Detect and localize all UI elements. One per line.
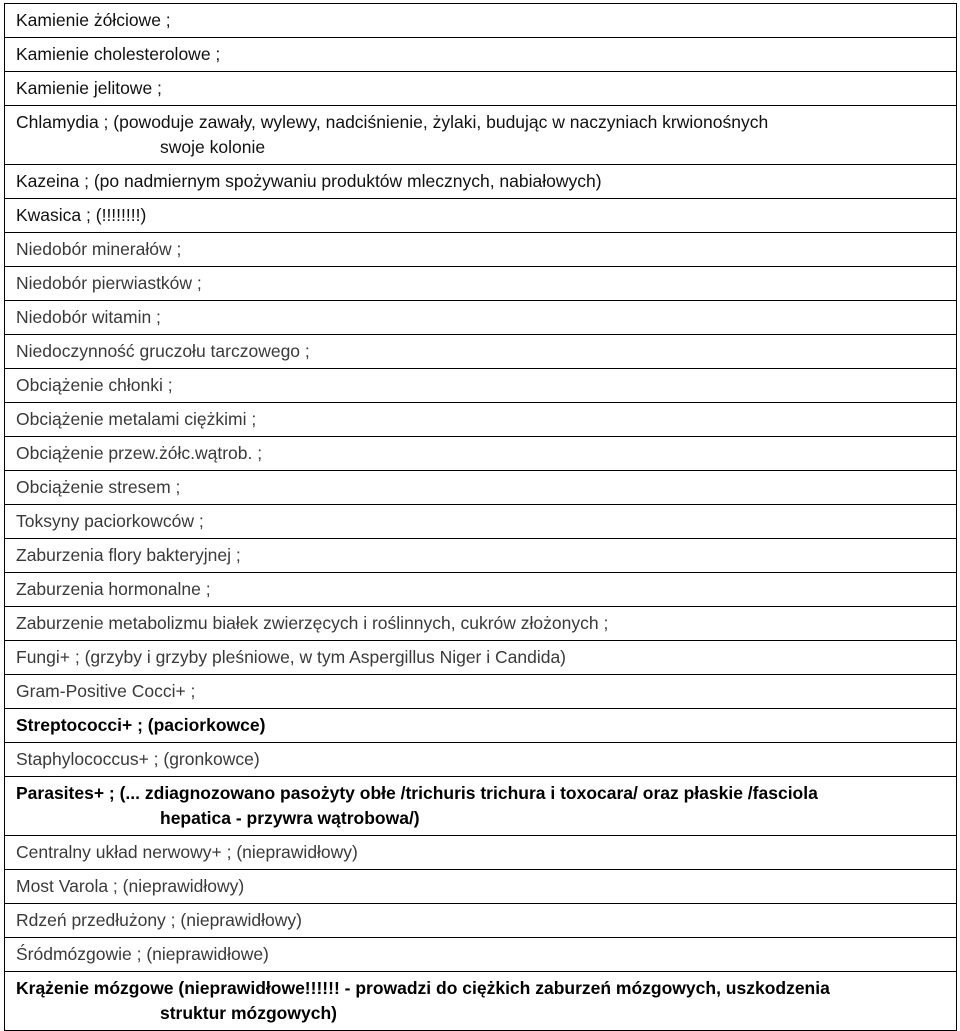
row-text: Chlamydia ; (powoduje zawały, wylewy, nadciśnienie, żylaki, budując w naczyniach krwionośnych: [16, 112, 769, 132]
table-row: [5, 403, 957, 437]
table-row: [5, 675, 957, 709]
table-row: [5, 743, 957, 777]
row-text-continuation: struktur mózgowych): [160, 1003, 337, 1023]
row-text: Most Varola ; (nieprawidłowy): [5, 870, 957, 904]
table-row: [5, 165, 957, 199]
row-text: Toksyny paciorkowców ;: [5, 505, 957, 539]
row-text: Zaburzenie metabolizmu białek zwierzęcych i roślinnych, cukrów złożonych ;: [5, 607, 957, 641]
table-row: [5, 607, 957, 641]
row-text: Obciążenie metalami ciężkimi ;: [5, 403, 957, 437]
table-row: [5, 301, 957, 335]
row-text: Parasites+ ; (... zdiagnozowano pasożyty obłe /trichuris trichura i toxocara/ oraz płaskie /fasciola: [16, 783, 818, 803]
row-text: Kamienie żółciowe ;: [5, 4, 957, 38]
table-row: [5, 471, 957, 505]
row-text: Niedobór pierwiastków ;: [5, 267, 957, 301]
row-text: Fungi+ ; (grzyby i grzyby pleśniowe, w tym Aspergillus Niger i Candida): [5, 641, 957, 675]
table-row: [5, 904, 957, 938]
row-text: Obciążenie stresem ;: [5, 471, 957, 505]
table-row: [5, 38, 957, 72]
table-row: [5, 335, 957, 369]
table-row: [5, 870, 957, 904]
row-text: Niedoczynność gruczołu tarczowego ;: [5, 335, 957, 369]
row-text: Zaburzenia flory bakteryjnej ;: [5, 539, 957, 573]
row-text: Krążenie mózgowe (nieprawidłowe!!!!!! - prowadzi do ciężkich zaburzeń mózgowych, uszkodzenia: [16, 978, 830, 998]
table-row: [5, 836, 957, 870]
table-row: [5, 4, 957, 38]
row-text: Rdzeń przedłużony ; (nieprawidłowy): [5, 904, 957, 938]
table-row: [5, 267, 957, 301]
table-row: [5, 437, 957, 471]
row-text: Gram-Positive Cocci+ ;: [5, 675, 957, 709]
row-text: Śródmózgowie ; (nieprawidłowe): [5, 938, 957, 972]
table-row: [5, 972, 957, 1031]
row-text: Streptococci+ ; (paciorkowce): [5, 709, 957, 743]
row-text-continuation: hepatica - przywra wątrobowa/): [160, 808, 420, 828]
table-row: [5, 777, 957, 836]
table-row: [5, 641, 957, 675]
table-row: [5, 72, 957, 106]
table-row: [5, 199, 957, 233]
row-text: Zaburzenia hormonalne ;: [5, 573, 957, 607]
findings-table: [4, 3, 957, 1031]
row-text: Obciążenie chłonki ;: [5, 369, 957, 403]
row-text: Kamienie jelitowe ;: [5, 72, 957, 106]
row-text: Kamienie cholesterolowe ;: [5, 38, 957, 72]
row-text: Kazeina ; (po nadmiernym spożywaniu produktów mlecznych, nabiałowych): [5, 165, 957, 199]
row-cell: [5, 777, 957, 836]
table-row: [5, 369, 957, 403]
row-cell: [5, 972, 957, 1031]
row-cell: [5, 106, 957, 165]
table-row: [5, 106, 957, 165]
row-text: Niedobór witamin ;: [5, 301, 957, 335]
row-text: Kwasica ; (!!!!!!!!): [5, 199, 957, 233]
row-text: Staphylococcus+ ; (gronkowce): [5, 743, 957, 777]
row-text: Centralny układ nerwowy+ ; (nieprawidłowy): [5, 836, 957, 870]
row-text: Niedobór minerałów ;: [5, 233, 957, 267]
table-row: [5, 505, 957, 539]
table-row: [5, 709, 957, 743]
table-row: [5, 539, 957, 573]
table-row: [5, 233, 957, 267]
table-row: [5, 938, 957, 972]
row-text: Obciążenie przew.żółc.wątrob. ;: [5, 437, 957, 471]
row-text-continuation: swoje kolonie: [160, 137, 266, 157]
table-row: [5, 573, 957, 607]
